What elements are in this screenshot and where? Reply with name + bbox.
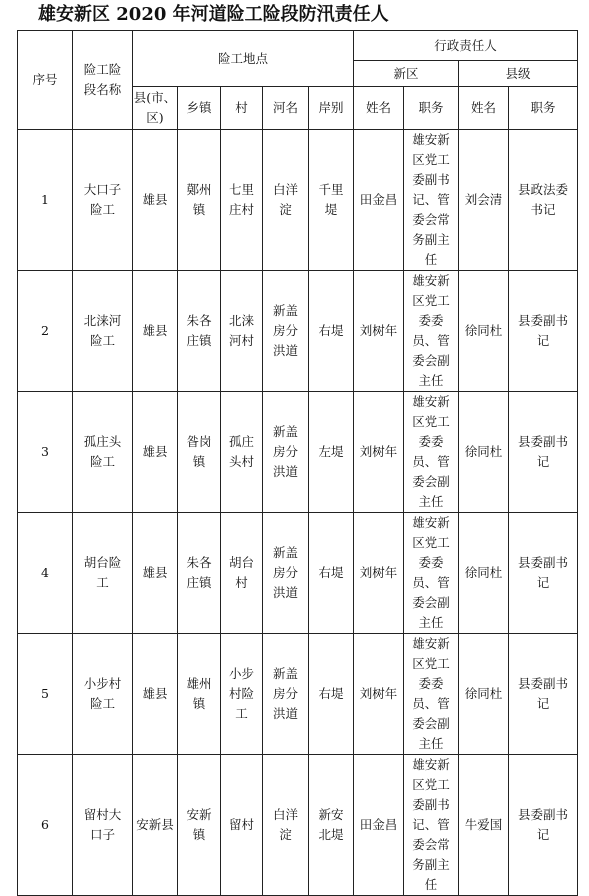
header-xinqu: 新区 bbox=[354, 61, 459, 87]
river-cell: 新盖房分洪道 bbox=[263, 513, 309, 634]
seq-cell: 5 bbox=[18, 634, 73, 755]
header-xianji: 县级 bbox=[459, 61, 578, 87]
xianji-name-cell: 刘会清 bbox=[459, 130, 509, 271]
header-town: 乡镇 bbox=[178, 87, 221, 130]
xianji-duty-cell: 县委副书记 bbox=[509, 392, 578, 513]
header-village: 村 bbox=[221, 87, 263, 130]
xianji-duty-cell: 县委副书记 bbox=[509, 271, 578, 392]
seq-cell: 6 bbox=[18, 755, 73, 896]
xianji-duty-cell: 县委副书记 bbox=[509, 755, 578, 896]
village-cell: 北涞河村 bbox=[221, 271, 263, 392]
section-name-cell: 胡台险工 bbox=[73, 513, 133, 634]
xinqu-duty-cell: 雄安新区党工委委员、管委会副主任 bbox=[404, 392, 459, 513]
village-cell: 留村 bbox=[221, 755, 263, 896]
county-cell: 雄县 bbox=[133, 271, 178, 392]
table-row bbox=[18, 392, 578, 513]
xianji-name-cell: 徐同杜 bbox=[459, 634, 509, 755]
seq-cell: 4 bbox=[18, 513, 73, 634]
section-name-cell: 留村大口子 bbox=[73, 755, 133, 896]
xianji-name-cell: 牛爱国 bbox=[459, 755, 509, 896]
bank-cell: 右堤 bbox=[309, 271, 354, 392]
xinqu-name-cell: 刘树年 bbox=[354, 271, 404, 392]
header-seq: 序号 bbox=[18, 31, 73, 130]
xinqu-duty-cell: 雄安新区党工委副书记、管委会常务副主任 bbox=[404, 755, 459, 896]
bank-cell: 千里堤 bbox=[309, 130, 354, 271]
section-name-cell: 大口子险工 bbox=[73, 130, 133, 271]
table-row bbox=[18, 130, 578, 271]
town-cell: 昝岗镇 bbox=[178, 392, 221, 513]
county-cell: 安新县 bbox=[133, 755, 178, 896]
header-xinqu-name: 姓名 bbox=[354, 87, 404, 130]
xinqu-duty-cell: 雄安新区党工委副书记、管委会常务副主任 bbox=[404, 130, 459, 271]
seq-cell: 2 bbox=[18, 271, 73, 392]
section-name-cell: 北涞河险工 bbox=[73, 271, 133, 392]
section-name-cell: 孤庄头险工 bbox=[73, 392, 133, 513]
bank-cell: 右堤 bbox=[309, 634, 354, 755]
header-admin: 行政责任人 bbox=[354, 31, 578, 61]
header-bank: 岸别 bbox=[309, 87, 354, 130]
header-section-name: 险工险段名称 bbox=[73, 31, 133, 130]
section-name-cell: 小步村险工 bbox=[73, 634, 133, 755]
header-xianji-duty: 职务 bbox=[509, 87, 578, 130]
village-cell: 孤庄头村 bbox=[221, 392, 263, 513]
village-cell: 七里庄村 bbox=[221, 130, 263, 271]
bank-cell: 右堤 bbox=[309, 513, 354, 634]
river-cell: 新盖房分洪道 bbox=[263, 392, 309, 513]
xianji-name-cell: 徐同杜 bbox=[459, 392, 509, 513]
bank-cell: 左堤 bbox=[309, 392, 354, 513]
xinqu-name-cell: 田金昌 bbox=[354, 755, 404, 896]
xinqu-duty-cell: 雄安新区党工委委员、管委会副主任 bbox=[404, 271, 459, 392]
river-cell: 白洋淀 bbox=[263, 755, 309, 896]
header-county: 县(市、区) bbox=[133, 87, 178, 130]
header-xinqu-duty: 职务 bbox=[404, 87, 459, 130]
xinqu-name-cell: 刘树年 bbox=[354, 392, 404, 513]
river-cell: 白洋淀 bbox=[263, 130, 309, 271]
town-cell: 朱各庄镇 bbox=[178, 513, 221, 634]
table-row bbox=[18, 271, 578, 392]
village-cell: 小步村险工 bbox=[221, 634, 263, 755]
county-cell: 雄县 bbox=[133, 130, 178, 271]
xianji-name-cell: 徐同杜 bbox=[459, 271, 509, 392]
town-cell: 雄州镇 bbox=[178, 634, 221, 755]
county-cell: 雄县 bbox=[133, 513, 178, 634]
xinqu-name-cell: 田金昌 bbox=[354, 130, 404, 271]
xianji-duty-cell: 县委副书记 bbox=[509, 634, 578, 755]
xinqu-duty-cell: 雄安新区党工委委员、管委会副主任 bbox=[404, 634, 459, 755]
xinqu-name-cell: 刘树年 bbox=[354, 634, 404, 755]
xinqu-name-cell: 刘树年 bbox=[354, 513, 404, 634]
header-location: 险工地点 bbox=[133, 31, 354, 87]
seq-cell: 1 bbox=[18, 130, 73, 271]
river-cell: 新盖房分洪道 bbox=[263, 634, 309, 755]
xianji-duty-cell: 县委副书记 bbox=[509, 513, 578, 634]
village-cell: 胡台村 bbox=[221, 513, 263, 634]
town-cell: 鄚州镇 bbox=[178, 130, 221, 271]
table-row bbox=[18, 513, 578, 634]
responsibility-table bbox=[17, 30, 578, 896]
seq-cell: 3 bbox=[18, 392, 73, 513]
table-row bbox=[18, 634, 578, 755]
xianji-name-cell: 徐同杜 bbox=[459, 513, 509, 634]
town-cell: 安新镇 bbox=[178, 755, 221, 896]
river-cell: 新盖房分洪道 bbox=[263, 271, 309, 392]
xinqu-duty-cell: 雄安新区党工委委员、管委会副主任 bbox=[404, 513, 459, 634]
page-title: 雄安新区 2020 年河道险工险段防汛责任人 bbox=[38, 4, 389, 25]
header-xianji-name: 姓名 bbox=[459, 87, 509, 130]
county-cell: 雄县 bbox=[133, 634, 178, 755]
county-cell: 雄县 bbox=[133, 392, 178, 513]
town-cell: 朱各庄镇 bbox=[178, 271, 221, 392]
bank-cell: 新安北堤 bbox=[309, 755, 354, 896]
xianji-duty-cell: 县政法委书记 bbox=[509, 130, 578, 271]
table-row bbox=[18, 755, 578, 896]
header-river: 河名 bbox=[263, 87, 309, 130]
